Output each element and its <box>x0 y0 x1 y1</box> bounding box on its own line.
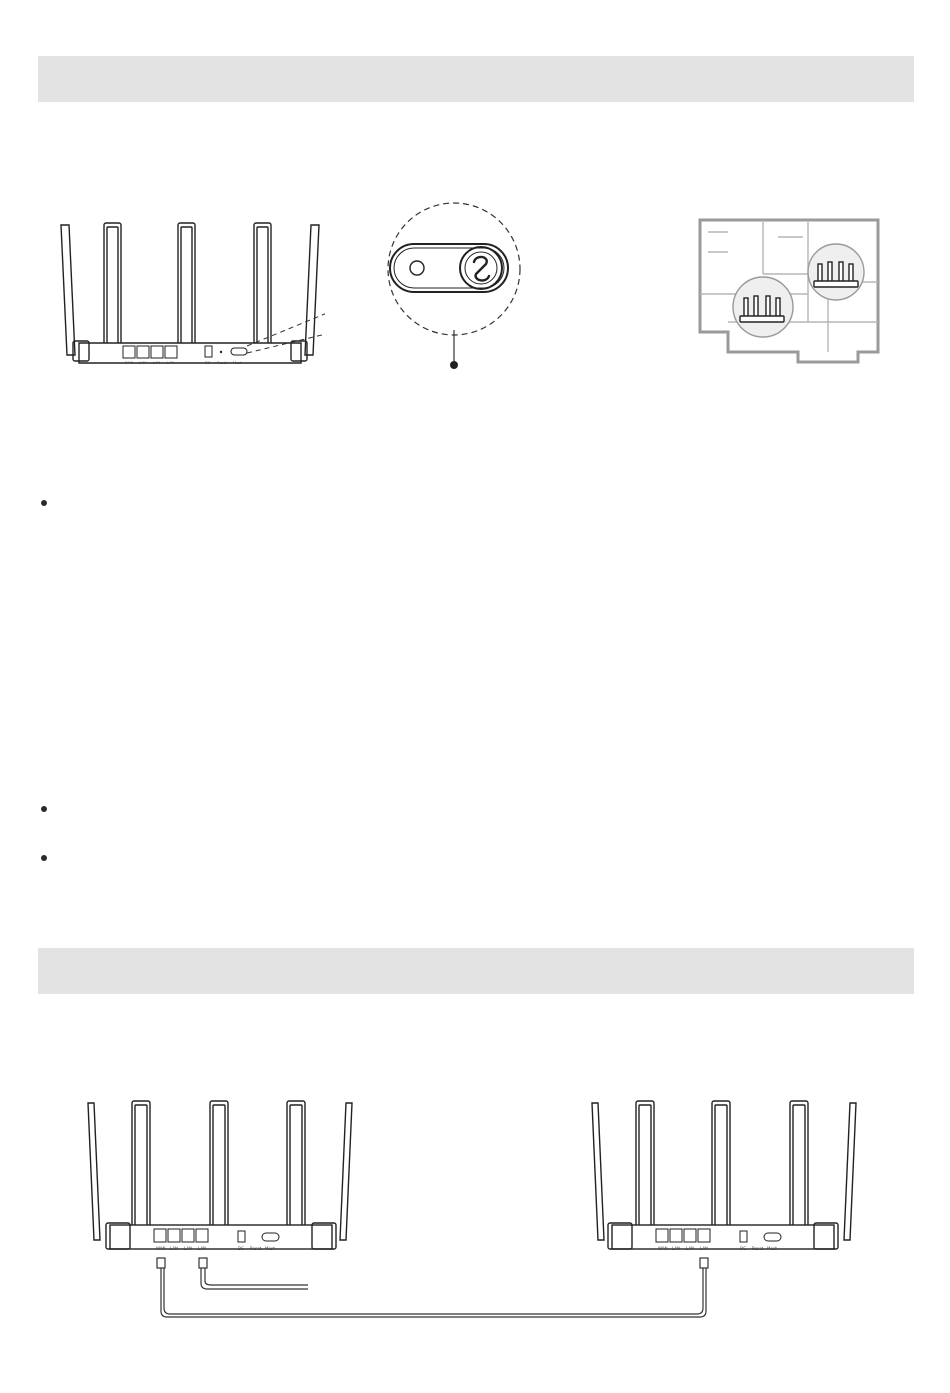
svg-text:LAN: LAN <box>167 361 175 365</box>
svg-text:Mesh: Mesh <box>767 1246 778 1251</box>
router-icon <box>733 277 793 337</box>
svg-text:WAN: WAN <box>125 361 134 365</box>
svg-text:LAN: LAN <box>700 1246 709 1251</box>
floor-plan-illustration <box>688 212 888 382</box>
svg-text:Reset: Reset <box>217 361 227 365</box>
svg-text:Reset: Reset <box>250 1246 262 1251</box>
router-icon <box>592 1101 856 1249</box>
svg-text:LAN: LAN <box>170 1246 179 1251</box>
bullet-point <box>41 855 47 861</box>
router-icon <box>88 1101 352 1249</box>
svg-text:LAN: LAN <box>184 1246 193 1251</box>
svg-text:DC: DC <box>205 361 211 365</box>
svg-text:Mesh: Mesh <box>233 361 243 365</box>
router-icon <box>808 244 864 300</box>
svg-text:WAN: WAN <box>658 1246 668 1251</box>
svg-text:WAN: WAN <box>156 1246 166 1251</box>
svg-text:Mesh: Mesh <box>265 1246 276 1251</box>
section-header-band <box>38 56 914 102</box>
wired-connection-diagram <box>80 1095 880 1330</box>
svg-text:DC: DC <box>740 1246 746 1251</box>
svg-text:LAN: LAN <box>672 1246 681 1251</box>
bullet-point <box>41 806 47 812</box>
svg-text:Reset: Reset <box>752 1246 764 1251</box>
svg-text:LAN: LAN <box>686 1246 695 1251</box>
router-rear-illustration <box>55 215 325 370</box>
bullet-point <box>41 500 47 506</box>
svg-text:LAN: LAN <box>153 361 161 365</box>
mesh-button-magnifier <box>380 198 530 373</box>
svg-text:DC: DC <box>238 1246 244 1251</box>
svg-text:LAN: LAN <box>139 361 147 365</box>
section-header-band <box>38 948 914 994</box>
svg-text:LAN: LAN <box>198 1246 207 1251</box>
